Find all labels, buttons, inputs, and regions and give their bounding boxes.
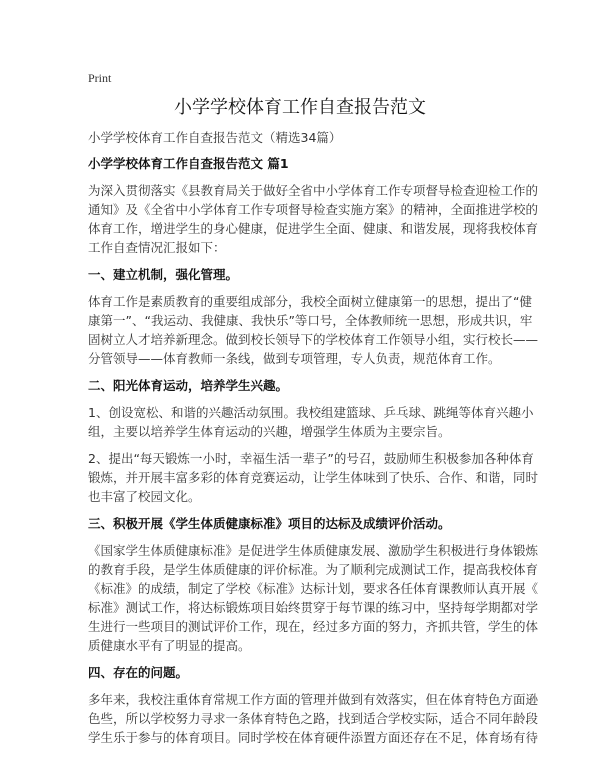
paragraph-line: 色些，所以学校努力寻求一条体育特色之路，找到适合学校实际，适合不同年龄段 — [88, 711, 539, 726]
paragraph-line: 固树立人才培养新理念。做到校长领导下的学校体育工作领导小组，实行校长—— — [88, 332, 539, 347]
paragraph — [88, 181, 539, 257]
paragraph — [88, 690, 539, 747]
paragraph — [88, 403, 534, 441]
paragraph-line: 体育工作是素质教育的重要组成部分，我校全面树立健康第一的思想，提出了“健 — [88, 294, 532, 309]
paragraph-line: 锻炼，并开展丰富多彩的体育竞赛运动，让学生体味到了快乐、合作、和谐，同时 — [88, 470, 539, 485]
paragraph-line: 康第一”、“我运动、我健康、我快乐”等口号，全体教师统一思想，形成共识，牢 — [88, 313, 533, 328]
paragraph-line: 为深入贯彻落实《县教育局关于做好全省中小学体育工作专项督导检查迎检工作的 — [88, 183, 539, 198]
paragraph-line: 通知》及《全省中小学体育工作专项督导检查实施方案》的精神，全面推进学校的 — [88, 202, 539, 217]
paragraph — [88, 541, 539, 655]
paragraph-line: 也丰富了校园文化。 — [88, 489, 201, 504]
page-title: 小学学校体育工作自查报告范文 — [174, 97, 426, 118]
paragraph-line: 多年来，我校注重体育常规工作方面的管理并做到有效落实，但在体育特色方面逊 — [88, 692, 539, 707]
paragraph-line: 组，主要以培养学生体育运动的兴趣，增强学生体质为主要宗旨。 — [88, 424, 451, 439]
paragraph-line: 质健康水平有了明显的提高。 — [88, 638, 251, 653]
paragraph-line: 1、创设宽松、和谐的兴趣活动氛围。我校组建篮球、乒乓球、跳绳等体育兴趣小 — [88, 405, 534, 420]
paragraph — [88, 292, 539, 368]
subtitle: 小学学校体育工作自查报告范文（精选34篇） — [88, 130, 342, 145]
section-heading: 三、积极开展《学生体质健康标准》项目的达标及成绩评价活动。 — [88, 516, 451, 531]
print-link[interactable]: Print — [88, 71, 112, 85]
paragraph — [88, 449, 539, 506]
section-heading: 一、建立机制，强化管理。 — [88, 267, 239, 282]
section-heading: 四、存在的问题。 — [88, 665, 189, 680]
paragraph-line: 体育工作，增进学生的身心健康，促进学生全面、健康、和谐发展，现将我校体育 — [88, 221, 539, 236]
paragraph-line: 生进行一些项目的测试评价工作，现在，经过多方面的努力，齐抓共管，学生的体 — [88, 619, 539, 634]
paragraph-line: 学生乐于参与的体育项目。同时学校在体育硬件添置方面还存在不足，体育场有待 — [88, 730, 539, 745]
article-body — [88, 181, 539, 755]
paragraph-line: 《标准》的成绩，制定了学校《标准》达标计划，要求各任体育课教师认真开展《 — [88, 581, 539, 596]
paragraph-line: 《国家学生体质健康标准》是促进学生体质健康发展、激励学生积极进行身体锻炼 — [88, 543, 539, 558]
section-heading: 二、阳光体育运动，培养学生兴趣。 — [88, 378, 289, 393]
paragraph-line: 的教育手段，是学生体质健康的评价标准。为了顺利完成测试工作，提高我校体育 — [88, 562, 539, 577]
article-heading: 小学学校体育工作自查报告范文 篇1 — [88, 156, 289, 171]
paragraph-line: 标准》测试工作，将达标锻炼项目始终贯穿于每节课的练习中，坚持每学期都对学 — [88, 600, 539, 615]
paragraph-line: 2、提出“每天锻炼一小时，幸福生活一辈子”的号召，鼓励师生积极参加各种体育 — [88, 451, 534, 466]
paragraph-line: 工作自查情况汇报如下： — [88, 240, 226, 255]
paragraph-line: 分管领导——体育教师一条线，做到专项管理，专人负责，规范体育工作。 — [88, 351, 501, 366]
